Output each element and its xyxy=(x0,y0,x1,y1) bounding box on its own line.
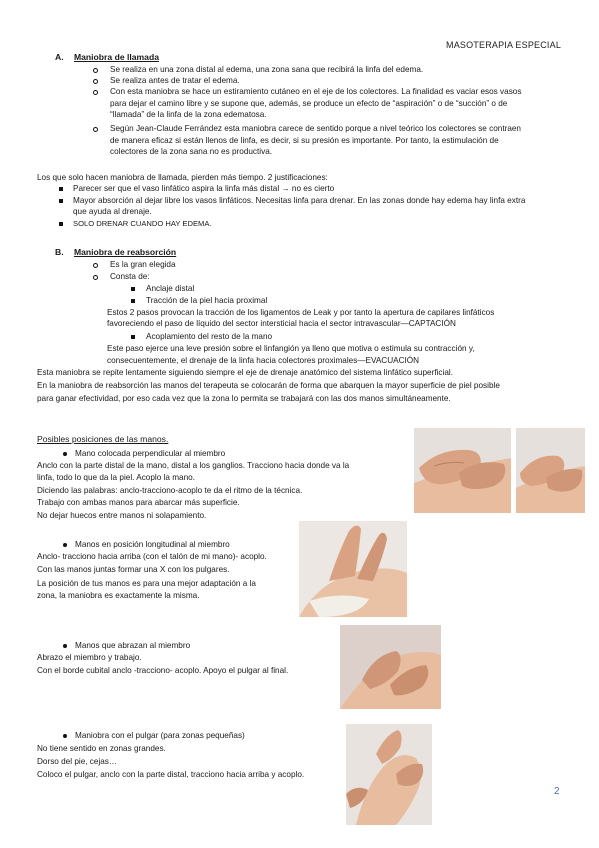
positions-heading: Posibles posiciones de las manos. xyxy=(37,434,169,444)
bullet-ring-icon xyxy=(93,79,98,84)
bullet-ring-icon xyxy=(93,275,98,280)
section-b-closing-1: Esta maniobra se repite lentamente siguiendo siempre el eje de drenaje anatómico del sistema linfático superficial. xyxy=(37,368,453,377)
section-b-heading xyxy=(55,247,176,257)
bullet-square-icon xyxy=(131,299,135,303)
section-b-para-2-line-1: Este paso ejerce una leve presión sobre el linfangión ya lleno que motiva o estimula su contracción y, xyxy=(107,344,475,353)
justifications-intro: Los que solo hacen maniobra de llamada, pierden más tiempo. 2 justificaciones: xyxy=(37,173,328,182)
position-1-line-1: Anclo con la parte distal de la mano, distal a los ganglios. Tracciono hacia donde va la xyxy=(37,461,350,470)
position-3-line-2: Con el borde cubital anclo -tracciono- acoplo. Apoyo el pulgar al final. xyxy=(37,666,289,675)
section-b-closing-3: para ganar efectividad, por eso cada vez que la zona lo permita se trabajará con las dos manos simultáneamente. xyxy=(37,394,451,403)
section-a-bullet-3-line-1: Con esta maniobra se hace un estiramiento cutáneo en el eje de los colectores. La finalidad es vaciar esos vasos xyxy=(110,87,522,96)
position-1-line-4: Trabajo con ambas manos para abarcar más superficie. xyxy=(37,498,240,507)
position-2-line-2: Con las manos juntas formar una X con los pulgares. xyxy=(37,565,230,574)
bullet-square-icon xyxy=(131,335,135,339)
position-1-line-5: No dejar huecos entre manos ni solapamiento. xyxy=(37,511,207,520)
bullet-ring-icon xyxy=(93,127,98,132)
position-1-title: Mano colocada perpendicular al miembro xyxy=(75,449,226,458)
bullet-dot-icon xyxy=(63,452,67,456)
section-a-bullet-3-line-3: “llamada” de la linfa de la zona edematosa. xyxy=(110,110,267,119)
position-4-line-3: Coloco el pulgar, anclo con la parte distal, tracciono hacia arriba y acoplo. xyxy=(37,770,305,779)
position-3-line-1: Abrazo el miembro y trabajo. xyxy=(37,653,142,662)
section-b-title: Maniobra de reabsorción xyxy=(73,247,177,257)
running-header: MASOTERAPIA ESPECIAL xyxy=(446,40,562,50)
bullet-ring-icon xyxy=(93,90,98,95)
section-a-bullet-2: Se realiza antes de tratar el edema. xyxy=(110,76,240,85)
section-b-item-1: Es la gran elegida xyxy=(110,260,176,269)
justification-2-line-1: Mayor absorción al dejar libre los vasos linfáticos. Necesitas linfa para drenar. En las zonas donde hay edema hay linfa extra xyxy=(73,196,526,205)
position-3-title: Manos que abrazan al miembro xyxy=(75,641,191,650)
justification-1: Parecer ser que el vaso linfático aspira la linfa más distal → no es cierto xyxy=(73,184,335,193)
position-2-title: Manos en posición longitudinal al miembro xyxy=(75,540,230,549)
justification-2-line-2: que ayuda al drenaje. xyxy=(73,207,152,216)
section-b-para-2-line-2: consecuentemente, el drenaje de la linfa hacia colectores proximales—EVACUACIÓN xyxy=(107,356,420,365)
section-b-subitem-1: Anclaje distal xyxy=(146,284,195,293)
section-b-para-1-line-2: favoreciendo el paso de líquido del sector intersticial hacia el sector intravascular—CAPTACIÓN xyxy=(107,319,456,328)
position-2-line-3: La posición de tus manos es para una mejor adaptación a la xyxy=(37,579,256,588)
section-b-item-2: Consta de: xyxy=(110,272,150,281)
bullet-square-icon xyxy=(59,187,63,191)
photo-thumb-maneuver xyxy=(346,724,432,825)
section-a-title: Maniobra de llamada xyxy=(73,52,159,62)
page-number: 2 xyxy=(554,786,560,797)
section-a-bullet-4-line-3: colectores de la zona sana no es productiva. xyxy=(110,147,273,156)
position-2-line-4: zona, la maniobra es exactamente la misma. xyxy=(37,591,200,600)
photo-perpendicular-hands-a xyxy=(414,428,511,513)
photo-embracing-hands xyxy=(340,625,441,709)
section-b-subitem-3: Acoplamiento del resto de la mano xyxy=(146,332,273,341)
section-a-bullet-3-line-2: para dejar el camino libre y se supone que, además, se produce un efecto de “aspiración” o de “succión” o de xyxy=(110,99,508,108)
bullet-ring-icon xyxy=(93,68,98,73)
bullet-square-icon xyxy=(59,222,63,226)
section-b-letter: B. xyxy=(55,247,64,257)
bullet-dot-icon xyxy=(63,734,67,738)
position-2-line-1: Anclo- tracciono hacia arriba (con el talón de mi mano)- acoplo. xyxy=(37,552,267,561)
section-b-subitem-2: Tracción de la piel hacia proximal xyxy=(146,296,268,305)
section-a-bullet-1: Se realiza en una zona distal al edema, una zona sana que recibirá la linfa del edema. xyxy=(110,65,424,74)
bullet-ring-icon xyxy=(93,263,98,268)
section-a-letter: A. xyxy=(55,52,64,62)
section-a-bullet-4-line-1: Según Jean-Claude Ferrández esta maniobra carece de sentido porque a nivel teórico los colectores se contraen xyxy=(110,124,521,133)
position-4-line-1: No tiene sentido en zonas grandes. xyxy=(37,744,166,753)
bullet-square-icon xyxy=(131,287,135,291)
bullet-dot-icon xyxy=(63,543,67,547)
position-4-line-2: Dorso del pie, cejas… xyxy=(37,757,118,766)
section-b-para-1-line-1: Estos 2 pasos provocan la tracción de los ligamentos de Leak y por tanto la apertura de capilares linfáticos xyxy=(107,308,495,317)
photo-longitudinal-hands xyxy=(299,521,407,617)
section-b-closing-2: En la maniobra de reabsorción las manos del terapeuta se colocarán de forma que abarquen la mayor superficie de piel posible xyxy=(37,381,500,390)
position-1-line-2: linfa, todo lo que da la piel. Acoplo la mano. xyxy=(37,473,195,482)
position-1-line-3: Diciendo las palabras: anclo-tracciono-acoplo te da el ritmo de la técnica. xyxy=(37,486,303,495)
section-a-heading xyxy=(55,52,159,62)
bullet-dot-icon xyxy=(63,644,67,648)
position-4-title: Maniobra con el pulgar (para zonas pequeñas) xyxy=(75,731,245,740)
bullet-square-icon xyxy=(59,199,63,203)
photo-perpendicular-hands-b xyxy=(516,428,585,513)
justification-3: SOLO DRENAR CUANDO HAY EDEMA. xyxy=(73,219,212,228)
section-a-bullet-4-line-2: de manera eficaz si están llenos de linfa, es decir, si su presión es importante. Por tanto, la estimulación de xyxy=(110,136,499,145)
